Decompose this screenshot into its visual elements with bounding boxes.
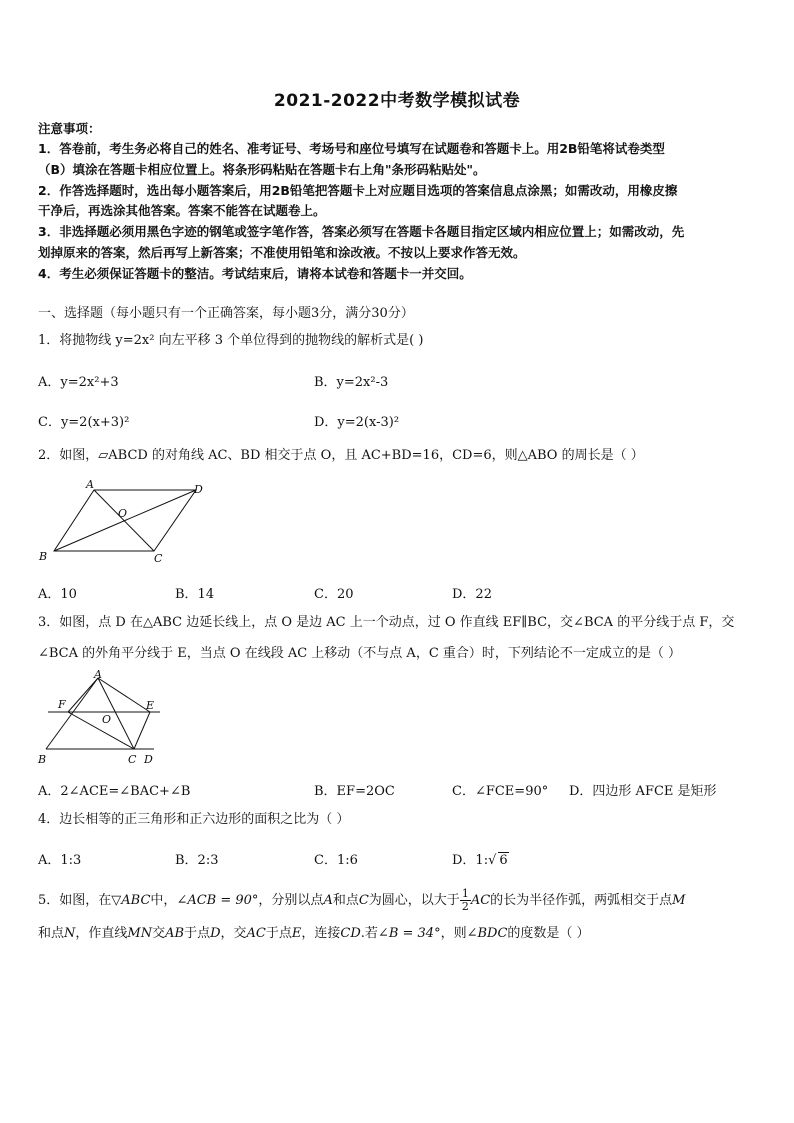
q5-text: ，连接 — [301, 926, 341, 941]
q5-math: D — [210, 926, 221, 941]
q5-math: CD — [340, 926, 361, 941]
q2-option-a: A．10 — [38, 587, 77, 602]
fraction-one-half — [460, 888, 471, 913]
figure-label: E — [146, 699, 155, 712]
q5-math: AC — [246, 926, 266, 941]
q5-math: C — [358, 893, 369, 908]
q5-text: 交 — [152, 926, 166, 941]
q5-text: 的长为半径作弧，两弧相交于点 — [490, 893, 673, 908]
q5-math: AC — [470, 893, 491, 908]
q5-text: 为圆心，以大于 — [368, 893, 460, 908]
q1-option-c: C．y=2(x+3)² — [38, 415, 130, 430]
figure-label: F — [58, 698, 66, 711]
figure-label: B — [38, 753, 47, 766]
q1-option-d: D．y=2(x-3)² — [314, 415, 400, 430]
q3-option-b: B．EF=2OC — [314, 784, 395, 799]
question-2-stem: 2．如图，▱ABCD 的对角线 AC、BD 相交于点 O，且 AC+BD=16，CD=6，则△ABO 的周长是（ ） — [38, 448, 644, 463]
q5-math: ▽ABC — [111, 893, 151, 908]
q4-option-d — [452, 849, 509, 868]
notice-line: 3．非选择题必须用黑色字迹的钢笔或签字笔作答，答案必须写在答题卡各题目指定区域内相应位置上；如需改动，先 — [38, 224, 685, 239]
figure-label: C — [128, 753, 137, 766]
fraction-denominator: 2 — [461, 900, 469, 913]
notice-line: 2．作答选择题时，选出每小题答案后，用2B铅笔把答题卡上对应题目选项的答案信息点涂黑；如需改动，用橡皮擦 — [38, 183, 678, 198]
q5-text: 5．如图，在 — [38, 893, 112, 908]
figure-label: O — [102, 713, 112, 726]
q5-text: .若 — [360, 926, 378, 941]
q5-text: 于点 — [265, 926, 292, 941]
q5-math: M — [672, 893, 686, 908]
notice-line: （B）填涂在答题卡相应位置上。将条形码粘贴在答题卡右上角"条形码粘贴处"。 — [38, 162, 486, 177]
q5-text: 于点 — [184, 926, 211, 941]
section-heading: 一、选择题（每小题只有一个正确答案，每小题3分，满分30分） — [38, 306, 414, 321]
q4-option-c: C．1:6 — [314, 853, 358, 868]
q5-text: 和点 — [38, 926, 65, 941]
figure-label: C — [154, 552, 163, 565]
q5-math: E — [291, 926, 302, 941]
triangle-figure — [36, 668, 166, 768]
q5-text: ，分别以点 — [258, 893, 324, 908]
notice-line: 划掉原来的答案，然后再写上新答案；不准使用铅笔和涂改液。不按以上要求作答无效。 — [38, 245, 526, 260]
q3-option-a: A．2∠ACE=∠BAC+∠B — [38, 784, 191, 799]
page-title: 2021-2022中考数学模拟试卷 — [273, 91, 521, 111]
parallelogram-figure — [36, 476, 216, 566]
q5-text: ，则 — [440, 926, 467, 941]
question-4-stem: 4．边长相等的正三角形和正六边形的面积之比为（ ） — [38, 812, 350, 827]
q5-text: 中， — [150, 893, 177, 908]
q4-option-d-label: D．1: — [452, 853, 489, 868]
q4-option-a: A．1:3 — [38, 853, 82, 868]
q5-math: ∠B = 34° — [377, 926, 441, 941]
figure-label: A — [86, 478, 94, 491]
q5-math: N — [64, 926, 76, 941]
question-1-stem: 1．将抛物线 y=2x² 向左平移 3 个单位得到的抛物线的解析式是( ) — [38, 333, 424, 348]
notice-heading: 注意事项： — [38, 121, 101, 136]
notice-line: 1．答卷前，考生务必将自己的姓名、准考证号、考场号和座位号填写在试题卷和答题卡上。用2B铅笔将试卷类型 — [38, 141, 665, 156]
notice-line: 干净后，再选涂其他答案。答案不能答在试题卷上。 — [38, 203, 326, 218]
question-5-stem-line-2 — [38, 926, 590, 942]
q4-option-d-radicand: 6 — [499, 853, 508, 868]
q3-option-d: D．四边形 AFCE 是矩形 — [569, 784, 717, 799]
q5-math: AB — [165, 926, 185, 941]
figure-label: D — [144, 753, 153, 766]
q5-math: A — [323, 893, 333, 908]
q5-math: MN — [127, 926, 153, 941]
question-3-stem: ∠BCA 的外角平分线于 E，当点 O 在线段 AC 上移动（不与点 A，C 重合）时，下列结论不一定成立的是（ ） — [38, 646, 682, 661]
q2-option-b: B．14 — [175, 587, 215, 602]
q5-text: ，交 — [220, 926, 247, 941]
q3-option-c: C．∠FCE=90° — [452, 784, 549, 799]
q1-option-b: B．y=2x²-3 — [314, 375, 389, 390]
fraction-numerator: 1 — [461, 887, 469, 900]
figure-label: B — [39, 550, 48, 563]
figure-label: D — [194, 483, 203, 496]
q5-text: ，作直线 — [75, 926, 128, 941]
question-3-stem: 3．如图，点 D 在△ABC 边延长线上，点 O 是边 AC 上一个动点，过 O 作直线 EF∥BC，交∠BCA 的平分线于点 F，交 — [38, 615, 735, 630]
q2-option-d: D．22 — [452, 587, 492, 602]
q4-option-b: B．2:3 — [175, 853, 219, 868]
q5-math: ∠BDC — [466, 926, 508, 941]
figure-label: O — [118, 507, 128, 520]
q5-text: 和点 — [332, 893, 359, 908]
q5-math: ∠ACB = 90° — [176, 893, 259, 908]
q5-text: 的度数是（ ） — [507, 926, 590, 941]
question-5-stem-line-1 — [38, 888, 685, 913]
notice-line: 4．考生必须保证答题卡的整洁。考试结束后，请将本试卷和答题卡一并交回。 — [38, 266, 472, 281]
radical-sign: √ — [488, 853, 497, 868]
q1-option-a: A．y=2x²+3 — [38, 375, 119, 390]
q2-option-c: C．20 — [314, 587, 354, 602]
figure-label: A — [94, 668, 102, 681]
